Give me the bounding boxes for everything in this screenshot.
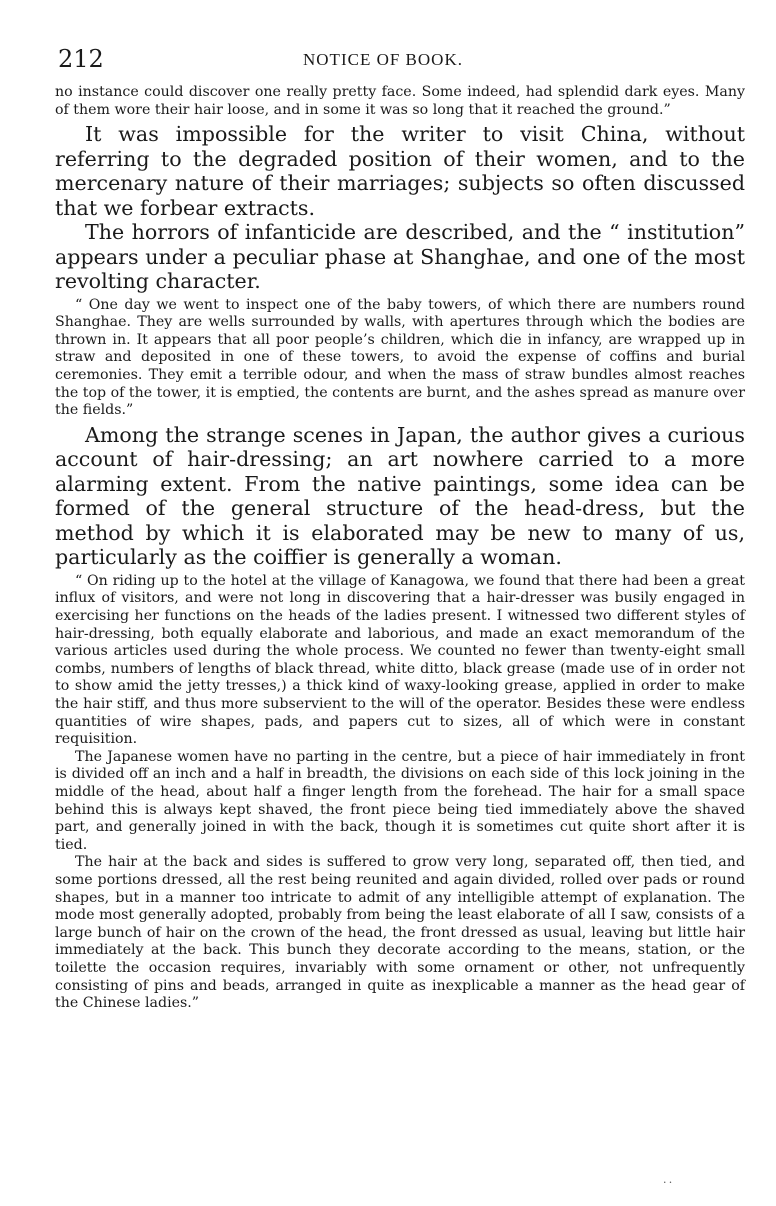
quote-continuation: no instance could discover one really pretty face. Some indeed, had splendid dark eyes. Many of them wore their hair loose, and in some it was so long that it reached the ground.”	[55, 84, 745, 118]
quote-baby-towers: “ One day we went to inspect one of the baby towers, of which there are numbers round Shanghae. They are wells surrounded by walls, with apertures through which the bodies are thrown in. It appears that all poor people’s children, which die in infancy, are wrapped up in straw and deposited in one of these towers, to avoid the expense of coffins and burial ceremonies. They emit a terrible odour, and when the mass of straw bundles almost reaches the top of the tower, it is emptied, the contents are burnt, and the ashes spread as manure over the fields.”	[55, 296, 745, 419]
page-header	[58, 44, 748, 74]
body-text	[55, 84, 745, 1013]
quote-kanagowa: “ On riding up to the hotel at the village of Kanagowa, we found that there had been a great influx of visitors, and were not long in discovering that a hair-dresser was busily engaged in exercising her functions on the heads of the ladies present. I witnessed two different styles of hair-dressing, both equally elaborate and laborious, and made an exact memorandum of the various articles used during the whole process. We counted no fewer than twenty-eight small combs, numbers of lengths of black thread, white ditto, black grease (made use of in order not to show amid the jetty tresses,) a thick kind of waxy-looking grease, applied in order to make the hair stiff, and thus more subservient to the will of the operator. Besides these were endless quantities of wire shapes, pads, and papers cut to sizes, all of which were in constant requisition.	[55, 572, 745, 748]
print-speck: · ·	[663, 1176, 673, 1189]
quote-back-sides: The hair at the back and sides is suffered to grow very long, separated off, then tied, and some portions dressed, all the rest being reunited and again divided, rolled over pads or round shapes, but in a manner too intricate to admit of any intelligible attempt of explanation. The mode most generally adopted, probably from being the least elaborate of all I saw, consists of a large bunch of hair on the crown of the head, the front dressed as usual, leaving but little hair immediately at the back. This bunch they decorate according to the means, station, or the toilette the occasion requires, invariably with some ornament or other, not unfrequently consisting of pins and beads, arranged in quite as inexplicable a manner as the head gear of the Chinese ladies.”	[55, 854, 745, 1012]
paragraph-china-women: It was impossible for the writer to visit China, without referring to the degraded position of their women, and to the mercenary nature of their marriages; subjects so often discussed that we forbear extracts.	[55, 122, 745, 220]
paragraph-japan-hair: Among the strange scenes in Japan, the author gives a curious account of hair-dressing; an art nowhere carried to a more alarming extent. From the native paintings, some idea can be formed of the general structure of the head-dress, but the method by which it is elaborated may be new to many of us, particularly as the coiffier is generally a woman.	[55, 422, 745, 570]
paragraph-infanticide: The horrors of infanticide are described, and the “ institution” appears under a peculiar phase at Shanghae, and one of the most revolting character.	[55, 220, 745, 294]
quote-parting: The Japanese women have no parting in the centre, but a piece of hair immediately in front is divided off an inch and a half in breadth, the divisions on each side of this lock joining in the middle of the head, about half a finger length from the forehead. The hair for a small space behind this is always kept shaved, the front piece being tied immediately above the shaved part, and generally joined in with the back, though it is sometimes cut quite short after it is tied.	[55, 748, 745, 853]
running-title: NOTICE OF BOOK.	[303, 50, 463, 69]
page-number: 212	[58, 45, 104, 73]
